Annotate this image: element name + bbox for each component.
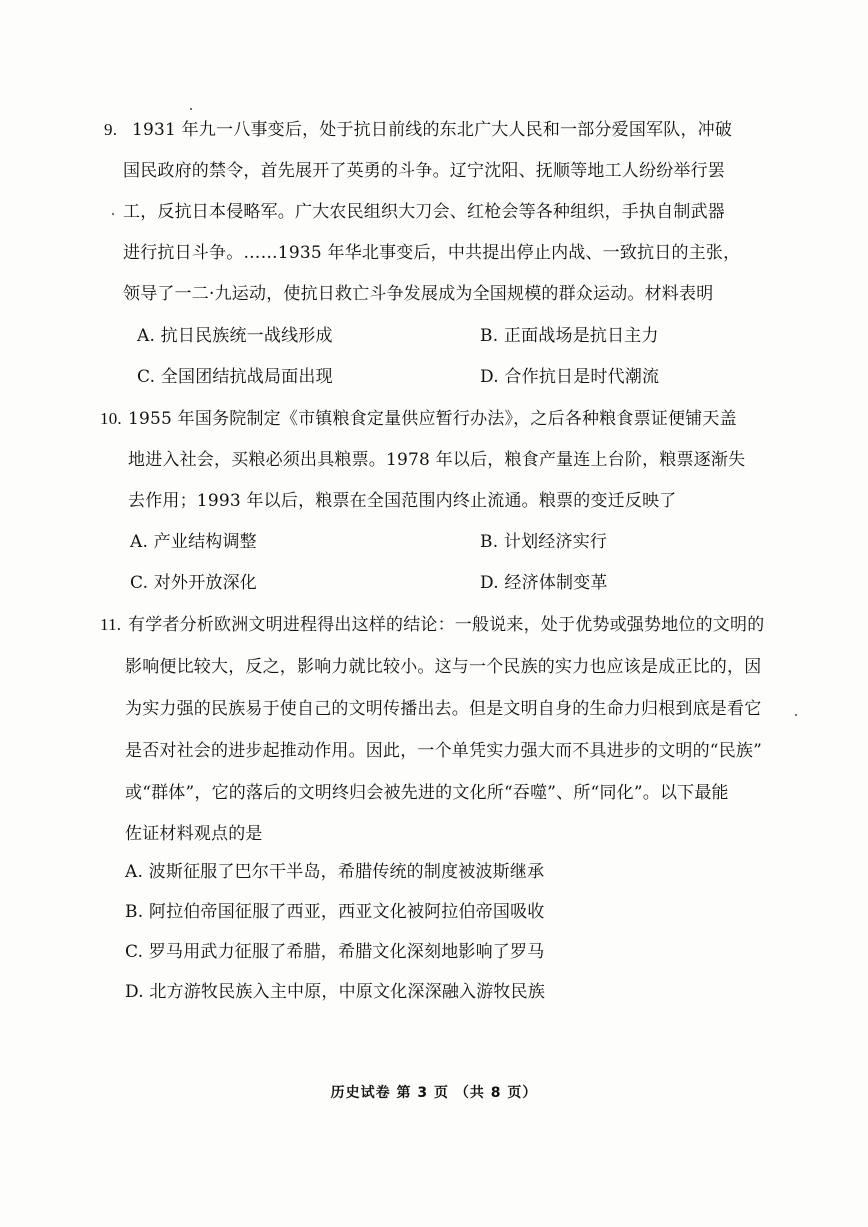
question-stem-line: 国民政府的禁令，首先展开了英勇的斗争。辽宁沈阳、抚顺等地工人纷纷举行罢 (123, 161, 725, 181)
question-stem-line: 佐证材料观点的是 (125, 824, 263, 844)
option-d: D. 北方游牧民族入主中原，中原文化深深融入游牧民族 (125, 982, 546, 1002)
page-footer: 历史试卷 第 3 页 （共 8 页） (330, 1085, 538, 1101)
question-stem-line: 工，反抗日本侵略军。广大农民组织大刀会、红枪会等各种组织，手执自制武器 (123, 202, 725, 222)
question-number: 11. (100, 615, 122, 634)
option-d: D. 经济体制变革 (480, 573, 608, 593)
question-stem-line: 为实力强的民族易于使自己的文明传播出去。但是文明自身的生命力归根到底是看它 (125, 699, 762, 719)
question-stem-line: 是否对社会的进步起推动作用。因此，一个单凭实力强大而不具进步的文明的“民族” (125, 741, 762, 761)
question-stem-line: 或“群体”，它的落后的文明终归会被先进的文化所“吞噬”、所“同化”。以下最能 (125, 783, 729, 803)
question-stem-line: 有学者分析欧洲文明进程得出这样的结论：一般说来，处于优势或强势地位的文明的 (128, 615, 765, 635)
option-c: C. 全国团结抗战局面出现 (137, 367, 333, 387)
option-b: B. 阿拉伯帝国征服了西亚，西亚文化被阿拉伯帝国吸收 (125, 902, 545, 922)
question-stem-line: 1931 年九一八事变后，处于抗日前线的东北广大人民和一部分爱国军队，冲破 (132, 120, 733, 140)
question-number: 9. (104, 120, 118, 139)
option-c: C. 对外开放深化 (130, 573, 258, 593)
option-d: D. 合作抗日是时代潮流 (480, 367, 660, 387)
option-a: A. 抗日民族统一战线形成 (137, 326, 333, 346)
question-stem-line: 1955 年国务院制定《市镇粮食定量供应暂行办法》，之后各种粮食票证便铺天盖 (128, 409, 737, 429)
question-stem-line: 进行抗日斗争。……1935 年华北事变后，中共提出停止内战、一致抗日的主张， (123, 243, 741, 263)
scan-speck (795, 714, 797, 716)
option-a: A. 波斯征服了巴尔干半岛，希腊传统的制度被波斯继承 (125, 862, 545, 882)
scan-speck (190, 108, 192, 110)
scan-speck (112, 213, 114, 215)
question-stem-line: 领导了一二·九运动，使抗日救亡斗争发展成为全国规模的群众运动。材料表明 (123, 284, 714, 304)
option-a: A. 产业结构调整 (130, 532, 257, 552)
question-stem-line: 影响便比较大，反之，影响力就比较小。这与一个民族的实力也应该是成正比的，因 (125, 657, 762, 677)
option-b: B. 计划经济实行 (480, 532, 608, 552)
question-stem-line: 去作用；1993 年以后，粮票在全国范围内终止流通。粮票的变迁反映了 (128, 491, 677, 511)
option-b: B. 正面战场是抗日主力 (480, 326, 659, 346)
question-stem-line: 地进入社会，买粮必须出具粮票。1978 年以后，粮食产量连上台阶，粮票逐渐失 (128, 450, 746, 470)
option-c: C. 罗马用武力征服了希腊，希腊文化深刻地影响了罗马 (125, 942, 545, 962)
question-number: 10. (100, 409, 122, 428)
